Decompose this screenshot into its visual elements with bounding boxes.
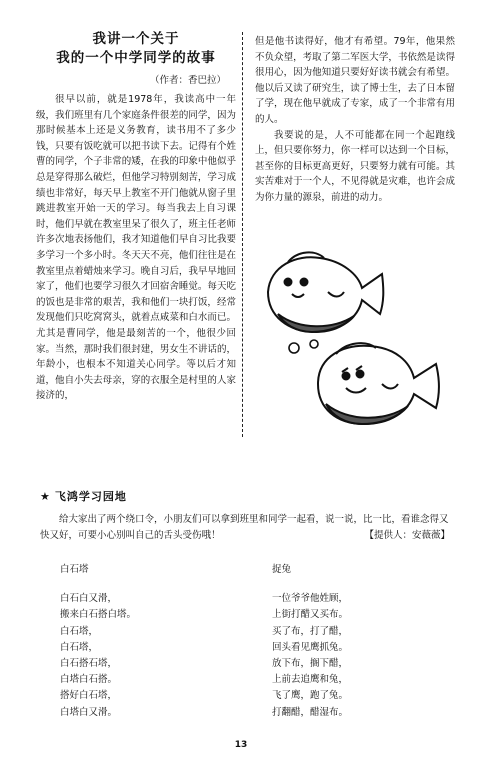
- lower-fish: [318, 343, 439, 424]
- story-title: [36, 30, 236, 68]
- story-paragraph: 我要说的是，人不可能都在同一个起跑线上，但只要你努力，你一样可以达到一个目标，甚至你的目标更高更好，只要努力就有可能。其实苦难对于一个人，不见得就是灾难，也许会成为你力量的源泉，前进的动力。: [255, 129, 455, 203]
- story-title-line-1: 我讲一个关于: [92, 31, 180, 47]
- poem-white-stone-tower: [60, 562, 136, 721]
- story-title-line-2: 我的一个中学同学的故事: [56, 50, 216, 66]
- poem-line: 飞了鹰，跑了兔。: [272, 690, 349, 702]
- poem-line: 买了布，打了醋，: [272, 625, 349, 637]
- story-left-column: [36, 30, 236, 404]
- section-intro: [40, 512, 450, 544]
- poem-line: 上前去追鹰和兔，: [272, 674, 349, 686]
- fish-illustration: [258, 244, 454, 434]
- provider-credit: 【提供人：安薇薇】: [364, 530, 450, 541]
- poem-title: 捉兔: [272, 564, 292, 575]
- poem-catch-rabbit: [272, 562, 348, 721]
- poem-line: 白石白又滑，: [60, 593, 118, 605]
- column-divider: [242, 32, 243, 437]
- story-paragraph: 很早以前，就是1978年，我读高中一年级，我们班里有几个家庭条件很差的同学，因为那时候基本上还是义务教育，读书用不了多少钱，只要有饭吃就可以把书读下去。记得有个姓曹的同学，个子非常的矮，在我的印象中他似乎总是穿得那么破烂，但他学习特别刻苦，学习成绩也非常好，每天早上教室不开门他就从窗子里跳进教室开始一天的学习。每当我去上自习课时，他们早就在教室里呆了很久了，班主任老师许多次地表扬他们，我才知道他们早自习比我要多学习一个多小时。冬天天不亮，他们往往是在教室里点着蜡烛来学习。晚自习后，我早早地回家了，他们也要学习很久才回宿舍睡觉。每天吃的饭也是非常的艰苦，我和他们一块打饭，经常发现他们只吃窝窝头，就着点咸菜和白水而已。尤其是曹同学，他是最刻苦的一个，他很少回家。当然，那时我们很封建，男女生不讲话的，年龄小，也根本不知道关心同学。等以后才知道，他自小失去母亲，穿的衣服全是村里的人家接济的，: [36, 94, 236, 402]
- intro-text: 给大家出了两个绕口令，小朋友们可以拿到班里和同学一起看，说一说，比一比，看谁念得又快又好，可要小心别叫自己的舌头受伤哦！: [40, 514, 449, 541]
- poem-line: 上街打醋又买布。: [272, 609, 349, 621]
- story-author: （作者：香巴拉）: [149, 75, 226, 86]
- poem-line: 放下布，搁下醋，: [272, 658, 349, 670]
- story-paragraph: 但是他书读得好，他才有希望。79年，他果然不负众望，考取了第二军医大学，书依然是读得很用心，因为他知道只要好好读书就会有希望。他以后又读了研究生，读了博士生，去了日本留了学，现在他早就成了专家，成了一个非常有用的人。: [255, 36, 455, 125]
- poem-line: 打翻醋，醋湿布。: [272, 706, 349, 718]
- poem-line: 白塔白石搭。: [60, 674, 118, 686]
- page-number: 13: [234, 740, 248, 750]
- poem-line: 白石塔，: [60, 625, 99, 637]
- upper-fish: [268, 252, 383, 332]
- poem-line: 白石塔，: [60, 641, 99, 653]
- poem-line: 回头看见鹰抓兔。: [272, 641, 349, 653]
- poem-line: 一位爷爷他姓顾，: [272, 593, 349, 605]
- poem-line: 白塔白又滑。: [60, 706, 118, 718]
- poem-line: 搭好白石塔，: [60, 690, 118, 702]
- poem-line: 白石搭石塔，: [60, 658, 118, 670]
- star-icon: ★: [40, 490, 51, 503]
- story-right-column: [255, 34, 455, 206]
- poem-title: 白石塔: [60, 564, 89, 575]
- section-heading: [40, 488, 127, 504]
- section-title: 飞鸿学习园地: [54, 490, 127, 503]
- bubbles: [289, 340, 318, 353]
- poem-line: 搬来白石搭白塔。: [60, 609, 137, 621]
